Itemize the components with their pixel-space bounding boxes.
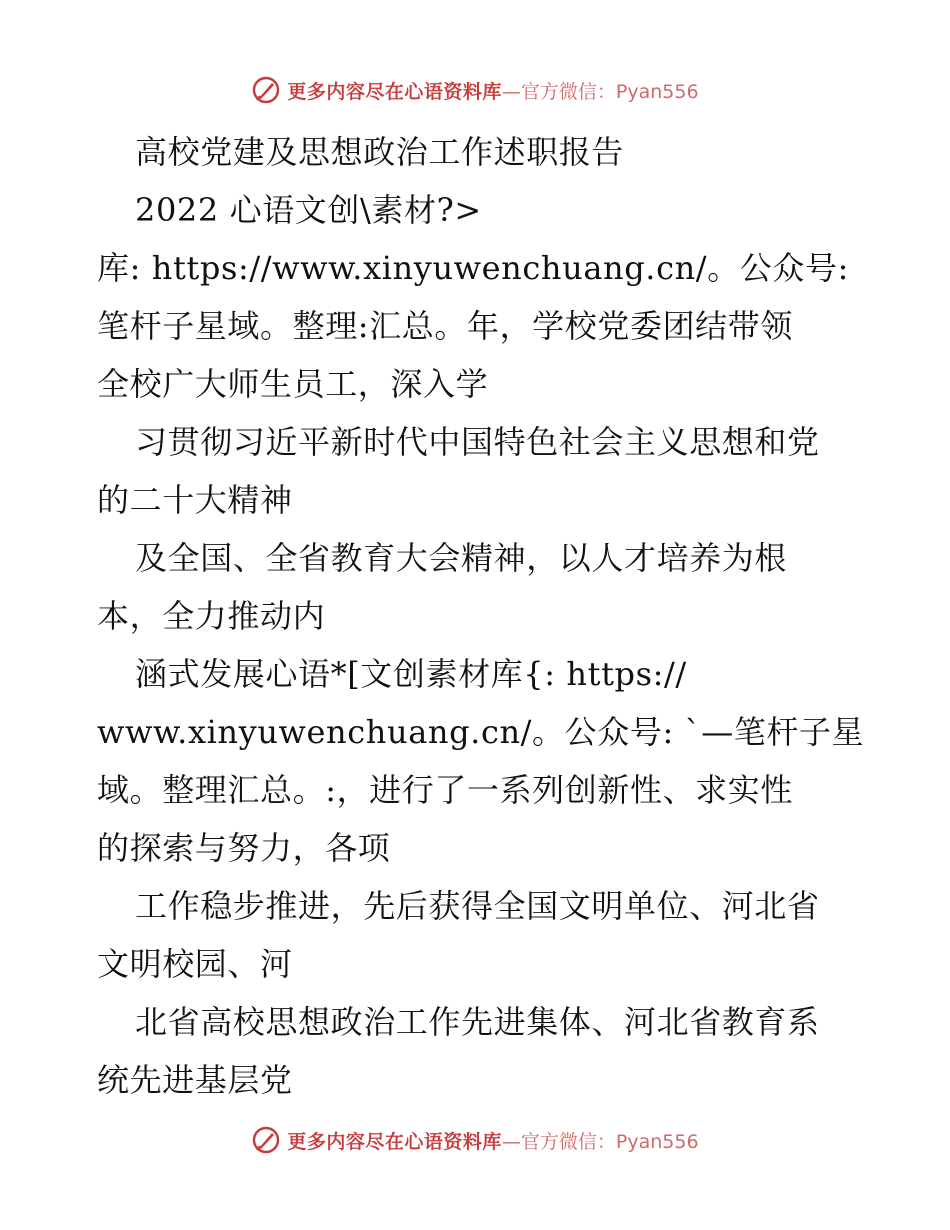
document-body [97,123,865,1109]
document-line: 涵式发展心语*[文创素材库{: https:// [135,655,687,693]
footer-banner-main: 更多内容尽在心语资料库 [287,1130,502,1153]
document-line: 本，全力推动内 [97,597,326,635]
document-line: 统先进基层党 [97,1061,293,1099]
document-line: 的探索与努力，各项 [97,829,391,867]
footer-watermark-banner [0,1120,950,1160]
header-banner-main: 更多内容尽在心语资料库 [287,80,502,103]
document-line: 习贯彻习近平新时代中国特色社会主义思想和党 [135,423,820,461]
feather-pen-logo-icon [251,1125,281,1155]
document-line: 全校广大师生员工，深入学 [97,365,489,403]
feather-pen-logo-icon [251,75,281,105]
document-line: 2022 心语文创\素材?> [135,191,482,229]
document-line: 库: https://www.xinyuwenchuang.cn/。公众号: [97,249,849,287]
document-line: 文明校园、河 [97,945,293,983]
document-line: 工作稳步推进，先后获得全国文明单位、河北省 [135,887,820,925]
document-line: 笔杆子星域。整理:汇总。年，学校党委团结带领 [97,307,793,345]
document-line: 及全国、全省教育大会精神，以人才培养为根 [135,539,788,577]
document-line: 的二十大精神 [97,481,293,519]
footer-banner-sub: —官方微信：Pyan556 [501,1130,699,1153]
header-banner-sub: —官方微信：Pyan556 [501,80,699,103]
document-line: 北省高校思想政治工作先进集体、河北省教育系 [135,1003,820,1041]
document-line: 域。整理汇总。:，进行了一系列创新性、求实性 [97,771,793,809]
header-watermark-banner [0,70,950,110]
document-title: 高校党建及思想政治工作述职报告 [135,133,625,171]
document-line: www.xinyuwenchuang.cn/。公众号: `—笔杆子星 [97,713,865,751]
